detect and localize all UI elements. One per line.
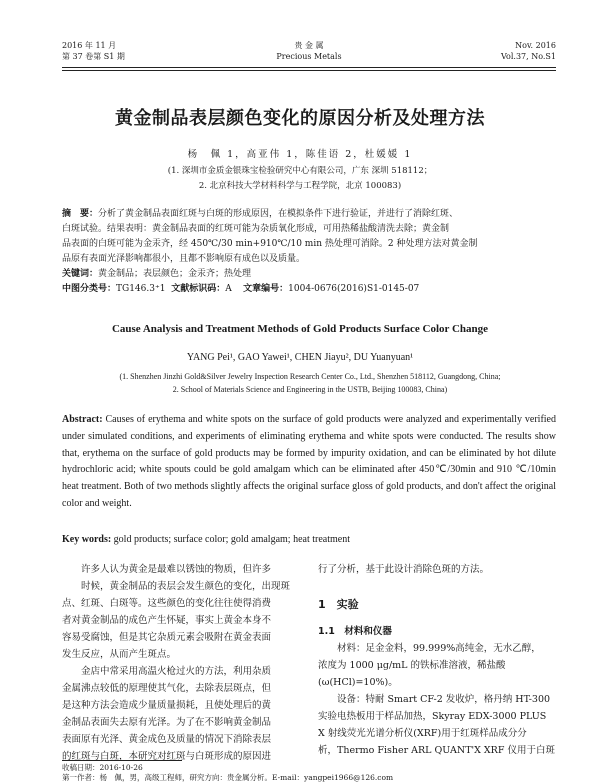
abstract-en-text: Causes of erythema and white spots on the surface of gold products were analyzed and experimentally verified under simulated conditions, and experiments of eliminating erythema and white spots were conducted. The results show that, erythema on the surface of gold products may be formed by impurity oxidation, and can be eliminated by hot dilute hydrochloric acid; white spouts could be gold amalgam which can be eliminated after 450℃/30min and 910 ℃/10min heat treatment. Both of two methods slightly affects the original surface gloss of gold products, and don't affect the original color and weight.: [62, 414, 556, 509]
article-number-label: 文章编号：: [243, 284, 289, 294]
paper-title-cn: 黄金制品表层颜色变化的原因分析及处理方法: [115, 108, 485, 129]
body-line: 发生反应，从而产生斑点。: [62, 649, 177, 660]
body-line: 是这种方法会造成少量质量损耗，且使处理后的黄: [62, 700, 272, 711]
doc-code-label: 文献标识码：: [171, 284, 226, 294]
body-paragraph-1: [62, 561, 308, 595]
abstract-cn: [62, 207, 556, 297]
body-column-left: [62, 561, 308, 765]
body-line: 时候，黄金制品的表层会发生颜色的变化，出现斑: [81, 581, 291, 592]
abstract-cn-line: 品表面的白斑可能为金汞齐，经 450℃/30 min+910℃/10 min 热处理可消除。2 种处理方法对黄金制: [62, 239, 478, 249]
affiliation-en-2: 2. School of Materials Science and Engineering in the USTB, Beijing 100083, China): [172, 385, 448, 394]
classification-line: [62, 282, 556, 297]
received-date: 收稿日期：2016-10-26: [62, 763, 143, 772]
body-line: 金属沸点较低的原理使其气化，去除表层斑点，但: [62, 683, 272, 694]
header-rule: [62, 67, 556, 68]
header-right: [501, 40, 556, 62]
abstract-cn-line: 品原有表面光泽影响都很小，且都不影响原有成色以及质量。: [62, 254, 306, 264]
abstract-en: [62, 412, 556, 513]
body-line: 行了分析，基于此设计消除色斑的方法。: [318, 564, 490, 575]
abstract-en-label: Abstract:: [62, 414, 103, 425]
body-line: 实验电热板用于样品加热，Skyray EDX-3000 PLUS: [318, 711, 547, 722]
affiliation-cn-2: 2. 北京科技大学材料科学与工程学院，北京 100083): [198, 181, 402, 191]
body-line: 材料：足金金料，99.999%高纯金，无水乙醇，: [337, 643, 541, 654]
header-volume-en: Vol.37, No.S1: [500, 52, 556, 61]
header-rule-thin: [62, 70, 556, 71]
affiliation-en-1: (1. Shenzhen Jinzhi Gold&Silver Jewelry Inspection Research Center Co., Ltd., Shenzhen 518112, Guangdong, China;: [119, 372, 501, 381]
clc-value: TG146.3⁺1: [116, 284, 166, 294]
body-line: 的红斑与白斑，本研究对红斑与白斑形成的原因进: [62, 751, 272, 762]
header-date-cn: 2016 年 11 月: [62, 41, 117, 50]
body-line: 容易受腐蚀，但是其它杂质元素会吸附在黄金表面: [62, 632, 272, 643]
first-author-note: 第一作者：杨 佩，男，高级工程师，研究方向：贵金属分析。E-mail：yangpei1966@126.com: [62, 773, 394, 782]
running-header: [62, 40, 556, 66]
authors-en: YANG Pei¹, GAO Yawei¹, CHEN Jiayu², DU Yuanyuan¹: [186, 352, 414, 363]
keywords-en-text: gold products; surface color; gold amalgam; heat treatment: [111, 534, 350, 545]
affiliations-cn: [40, 164, 560, 194]
paper-title-en: Cause Analysis and Treatment Methods of Gold Products Surface Color Change: [111, 323, 489, 335]
abstract-cn-line: 白斑试验。结果表明：黄金制品表面的红斑可能为杂质氧化形成，可用热稀盐酸清洗去除；黄金制: [62, 224, 450, 234]
body-line: X 射线荧光光谱分析仪(XRF)用于红斑样品成分分: [318, 728, 527, 739]
body-line: 析，Thermo Fisher ARL QUANT'X XRF 仪用于白斑: [318, 745, 555, 756]
header-volume-cn: 第 37 卷第 S1 期: [62, 52, 125, 61]
authors-cn: 杨 佩 1，高亚伟 1，陈佳语 2，杜媛媛 1: [187, 149, 413, 160]
keywords-en-label: Key words:: [62, 534, 112, 545]
body-line: 浓度为 1000 μg/mL 的铁标准溶液，稀盐酸: [318, 660, 506, 671]
body-line: 设备：特耐 Smart CF-2 发收炉，格丹纳 HT-300: [337, 694, 551, 705]
body-line: 金店中常采用高温火枪过火的方法，利用杂质: [81, 666, 272, 677]
body-line: 者对黄金制品的成色产生怀疑，事实上黄金本身不: [62, 615, 272, 626]
article-number-value: 1004-0676(2016)S1-0145-07: [288, 284, 420, 294]
abstract-cn-line: 分析了黄金制品表面红斑与白斑的形成原因，在模拟条件下进行验证，并进行了消除红斑、: [98, 209, 459, 219]
header-center: [62, 40, 556, 62]
abstract-cn-label: 摘 要：: [62, 209, 99, 219]
keywords-cn-text: 黄金制品；表层颜色；金汞齐；热处理: [98, 269, 252, 279]
header-date-en: Nov. 2016: [515, 41, 556, 50]
section-heading-experiment: 1 实验: [318, 598, 359, 611]
affiliation-cn-1: (1. 深圳市金质金银珠宝检验研究中心有限公司，广东 深圳 518112；: [167, 166, 433, 176]
body-line: 表面原有光泽、黄金成色及质量的情况下消除表层: [62, 734, 272, 745]
journal-name-cn: 贵 金 属: [294, 41, 324, 50]
subsection-heading-materials: 1.1 材料和仪器: [318, 626, 392, 637]
footnote: [62, 763, 556, 783]
body-line: (ω(HCl)=10%)。: [318, 677, 398, 688]
keywords-cn-label: 关键词：: [62, 269, 99, 279]
clc-label: 中图分类号：: [62, 284, 117, 294]
body-line: 金制品表面失去原有光泽。为了在不影响黄金制品: [62, 717, 272, 728]
affiliations-en: [50, 370, 570, 396]
journal-name-en: Precious Metals: [276, 52, 342, 61]
footnote-rule: [62, 760, 182, 761]
doc-code-value: A: [225, 284, 232, 294]
body-line: 点、红斑、白斑等。这些颜色的变化往往使得消费: [62, 598, 272, 609]
body-column-right: [318, 561, 558, 759]
keywords-cn: [62, 267, 556, 282]
body-line: 许多人认为黄金是最难以锈蚀的物质，但许多: [81, 564, 272, 575]
keywords-en: [62, 534, 556, 545]
